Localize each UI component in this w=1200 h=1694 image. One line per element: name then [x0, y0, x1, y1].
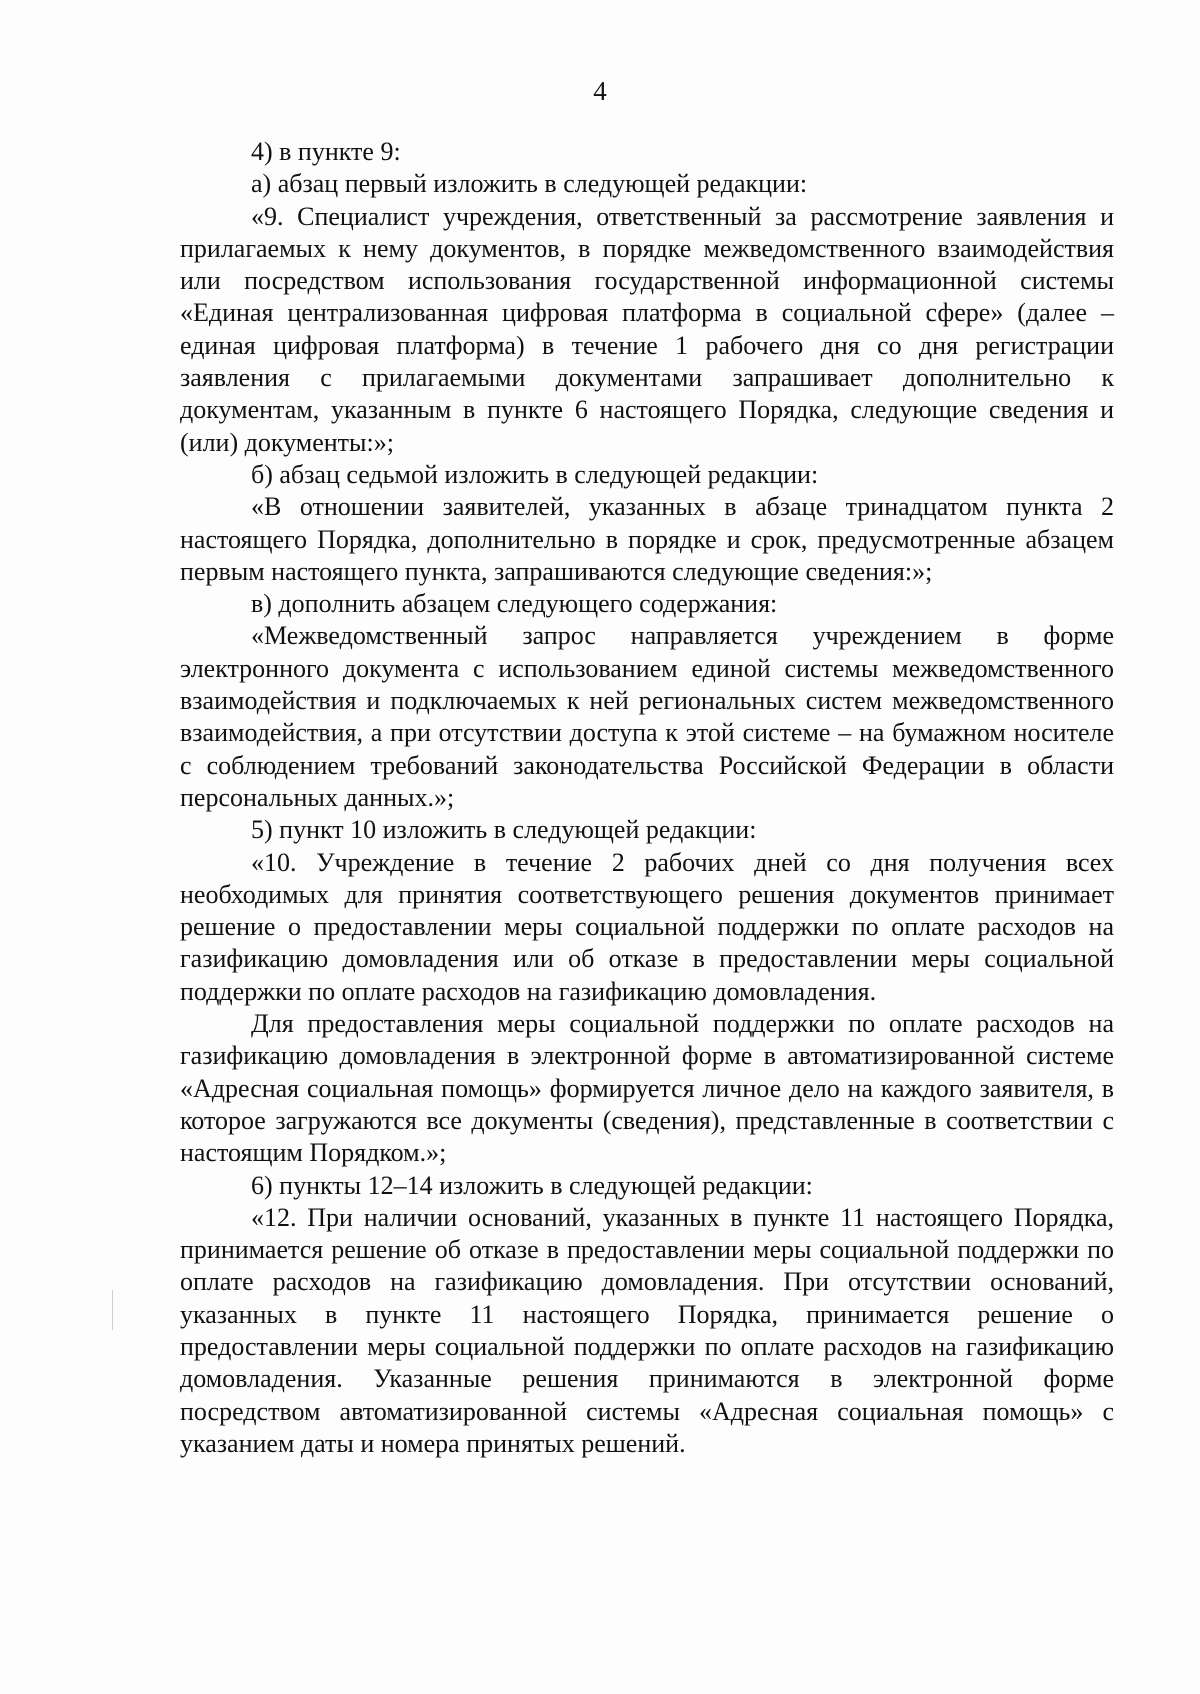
paragraph-subitem-a: а) абзац первый изложить в следующей редакции:: [251, 169, 808, 199]
paragraph-subitem-b: б) абзац седьмой изложить в следующей редакции:: [251, 459, 819, 489]
document-body: [180, 136, 1114, 1460]
paragraph-subitem-v: в) дополнить абзацем следующего содержания:: [251, 589, 778, 619]
paragraph-clause-10: «10. Учреждение в течение 2 рабочих дней со дня получения всех необходимых для принятия соответствующего решения документов принимает решение о предоставлении меры социальной поддержки по оплате расходов на газификацию домовладения или об отказе в предоставлении меры социальной поддержки по оплате расходов на газификацию домовладения.: [180, 847, 1114, 1006]
paragraph-clause-12: «12. При наличии оснований, указанных в пункте 11 настоящего Порядка, принимается решение об отказе в предоставлении меры социальной поддержки по оплате расходов на газификацию домовладения. При отсутствии оснований, указанных в пункте 11 настоящего Порядка, принимается решение о предоставлении меры социальной поддержки по оплате расходов на газификацию домовладения. Указанные решения принимаются в электронной форме посредством автоматизированной системы «Адресная социальная помощь» с указанием даты и номера принятых решений.: [180, 1202, 1114, 1458]
paragraph-item-4: 4) в пункте 9:: [251, 137, 401, 166]
paragraph-interagency-request: «Межведомственный запрос направляется учреждением в форме электронного документа с использованием единой системы межведомственного взаимодействия и подключаемых к ней региональных систем межведомственного взаимодействия, а при отсутствии доступа к этой системе – на бумажном носителе с соблюдением требований законодательства Российской Федерации в области персональных данных.»;: [180, 621, 1114, 812]
paragraph-personal-file: Для предоставления меры социальной поддержки по оплате расходов на газификацию домовладения в электронной форме в автоматизированной системе «Адресная социальная помощь» формируется личное дело на каждого заявителя, в которое загружаются все документы (сведения), представленные в соответствии с настоящим Порядком.»;: [180, 1009, 1114, 1168]
paragraph-applicants-clause: «В отношении заявителей, указанных в абзаце тринадцатом пункта 2 настоящего Порядка, дополнительно в порядке и срок, предусмотренные абзацем первым настоящего пункта, запрашиваются следующие сведения:»;: [180, 492, 1114, 586]
scan-edge-mark: [112, 1290, 113, 1330]
paragraph-item-5: 5) пункт 10 изложить в следующей редакции:: [251, 815, 757, 845]
page-number: 4: [593, 76, 607, 106]
paragraph-clause-9: «9. Специалист учреждения, ответственный за рассмотрение заявления и прилагаемых к нему документов, в порядке межведомственного взаимодействия или посредством использования государственной информационной системы «Единая централизованная цифровая платформа в социальной сфере» (далее – единая цифровая платформа) в течение 1 рабочего дня со дня регистрации заявления с прилагаемыми документами запрашивает дополнительно к документам, указанным в пункте 6 настоящего Порядка, следующие сведения и (или) документы:»;: [180, 201, 1114, 457]
paragraph-item-6: 6) пункты 12–14 изложить в следующей редакции:: [251, 1170, 813, 1200]
